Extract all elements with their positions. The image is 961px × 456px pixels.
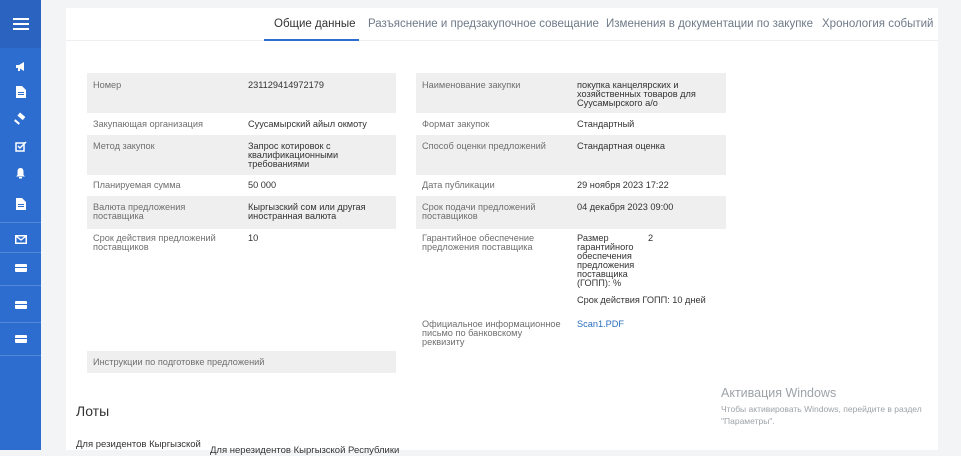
procurement-name-value: покупка канцелярских и хозяйственных товаров для Суусамырского а/о xyxy=(577,80,696,108)
watermark-title: Активация Windows xyxy=(721,386,837,400)
guarantee-size-label: Размер гарантийного обеспечения предложения поставщика (ГОПП): % xyxy=(577,233,635,288)
currency-label: Валюта предложения поставщика xyxy=(93,202,186,221)
sidebar-item-messages[interactable] xyxy=(0,231,41,247)
sidebar-item-notifications[interactable] xyxy=(0,165,41,181)
residents-tab[interactable]: Для резидентов Кыргызской xyxy=(76,439,201,450)
evaluation-value: Стандартная оценка xyxy=(577,141,666,151)
sidebar-item-approvals[interactable] xyxy=(0,138,41,154)
publication-date-label: Дата публикации xyxy=(422,180,495,190)
scan-pdf-link[interactable]: Scan1.PDF xyxy=(577,319,624,329)
tab-clarification-meeting[interactable]: Разъяснение и предзакупочное совещание xyxy=(368,18,599,30)
number-value: 231129414972179 xyxy=(248,80,324,90)
instructions-label: Инструкции по подготовке предложений xyxy=(93,357,265,367)
organization-label: Закупающая организация xyxy=(93,119,203,129)
format-value: Стандартный xyxy=(577,119,635,129)
planned-sum-value: 50 000 xyxy=(248,180,277,190)
tab-event-history[interactable]: Хронология событий xyxy=(822,18,934,30)
guarantee-size-value: 2 xyxy=(648,233,654,243)
mail-icon xyxy=(15,235,27,244)
publication-date-value: 29 ноября 2023 17:22 xyxy=(577,180,669,190)
sidebar-item-billing[interactable] xyxy=(0,331,41,347)
hamburger-icon xyxy=(13,18,29,30)
validity-value: 10 xyxy=(248,233,259,243)
guarantee-validity: Срок действия ГОПП: 10 дней xyxy=(577,295,706,305)
sidebar-divider xyxy=(0,222,41,223)
sidebar-item-announcements[interactable] xyxy=(0,58,41,74)
organization-value: Суусамырский айыл окмоту xyxy=(248,119,367,129)
official-letter-label: Официальное информационное письмо по банковскому реквизиту xyxy=(422,319,561,347)
guarantee-label: Гарантийное обеспечение предложения поставщика xyxy=(422,233,535,252)
evaluation-label: Способ оценки предложений xyxy=(422,141,546,151)
tab-documentation-changes[interactable]: Изменения в документации по закупке xyxy=(606,18,813,30)
megaphone-icon xyxy=(15,61,27,72)
menu-toggle-button[interactable] xyxy=(0,0,41,48)
card-icon xyxy=(15,264,27,272)
nonresidents-tab[interactable]: Для нерезидентов Кыргызской Республики xyxy=(210,445,400,456)
lots-heading: Лоты xyxy=(76,403,110,419)
procurement-name-label: Наименование закупки xyxy=(422,80,521,90)
submission-deadline-label: Срок подачи предложений поставщиков xyxy=(422,202,536,221)
tab-general-data[interactable]: Общие данные xyxy=(274,18,356,30)
sidebar xyxy=(0,0,41,450)
sidebar-item-finance[interactable] xyxy=(0,297,41,313)
row-shade xyxy=(87,73,396,113)
document-icon xyxy=(16,198,26,210)
sidebar-divider xyxy=(0,285,41,286)
sidebar-divider xyxy=(0,252,41,253)
watermark-subtitle: Чтобы активировать Windows, перейдите в раздел xyxy=(721,404,922,414)
number-label: Номер xyxy=(93,80,122,90)
card-icon xyxy=(15,301,27,309)
sidebar-divider xyxy=(0,355,41,356)
sidebar-item-reports[interactable] xyxy=(0,196,41,212)
method-value: Запрос котировок с квалификационными требованиями xyxy=(248,141,339,169)
sidebar-item-documents[interactable] xyxy=(0,84,41,100)
document-icon xyxy=(16,86,26,98)
tab-bar xyxy=(66,8,938,41)
card-icon xyxy=(15,335,27,343)
hammer-icon xyxy=(15,113,27,125)
sidebar-divider xyxy=(0,322,41,323)
submission-deadline-value: 04 декабря 2023 09:00 xyxy=(577,202,674,212)
currency-value: Кыргызский сом или другая иностранная валюта xyxy=(248,202,366,221)
watermark-subtitle: "Параметры". xyxy=(721,416,775,426)
validity-label: Срок действия предложений поставщиков xyxy=(93,233,216,252)
format-label: Формат закупок xyxy=(422,119,490,129)
planned-sum-label: Планируемая сумма xyxy=(93,180,181,190)
main-panel xyxy=(66,8,938,456)
bell-icon xyxy=(15,167,26,179)
sidebar-item-auctions[interactable] xyxy=(0,111,41,127)
checkbox-icon xyxy=(15,141,27,152)
sidebar-item-payments[interactable] xyxy=(0,260,41,276)
method-label: Метод закупок xyxy=(93,141,155,151)
active-tab-indicator xyxy=(264,39,359,41)
windows-activation-watermark xyxy=(721,386,922,427)
